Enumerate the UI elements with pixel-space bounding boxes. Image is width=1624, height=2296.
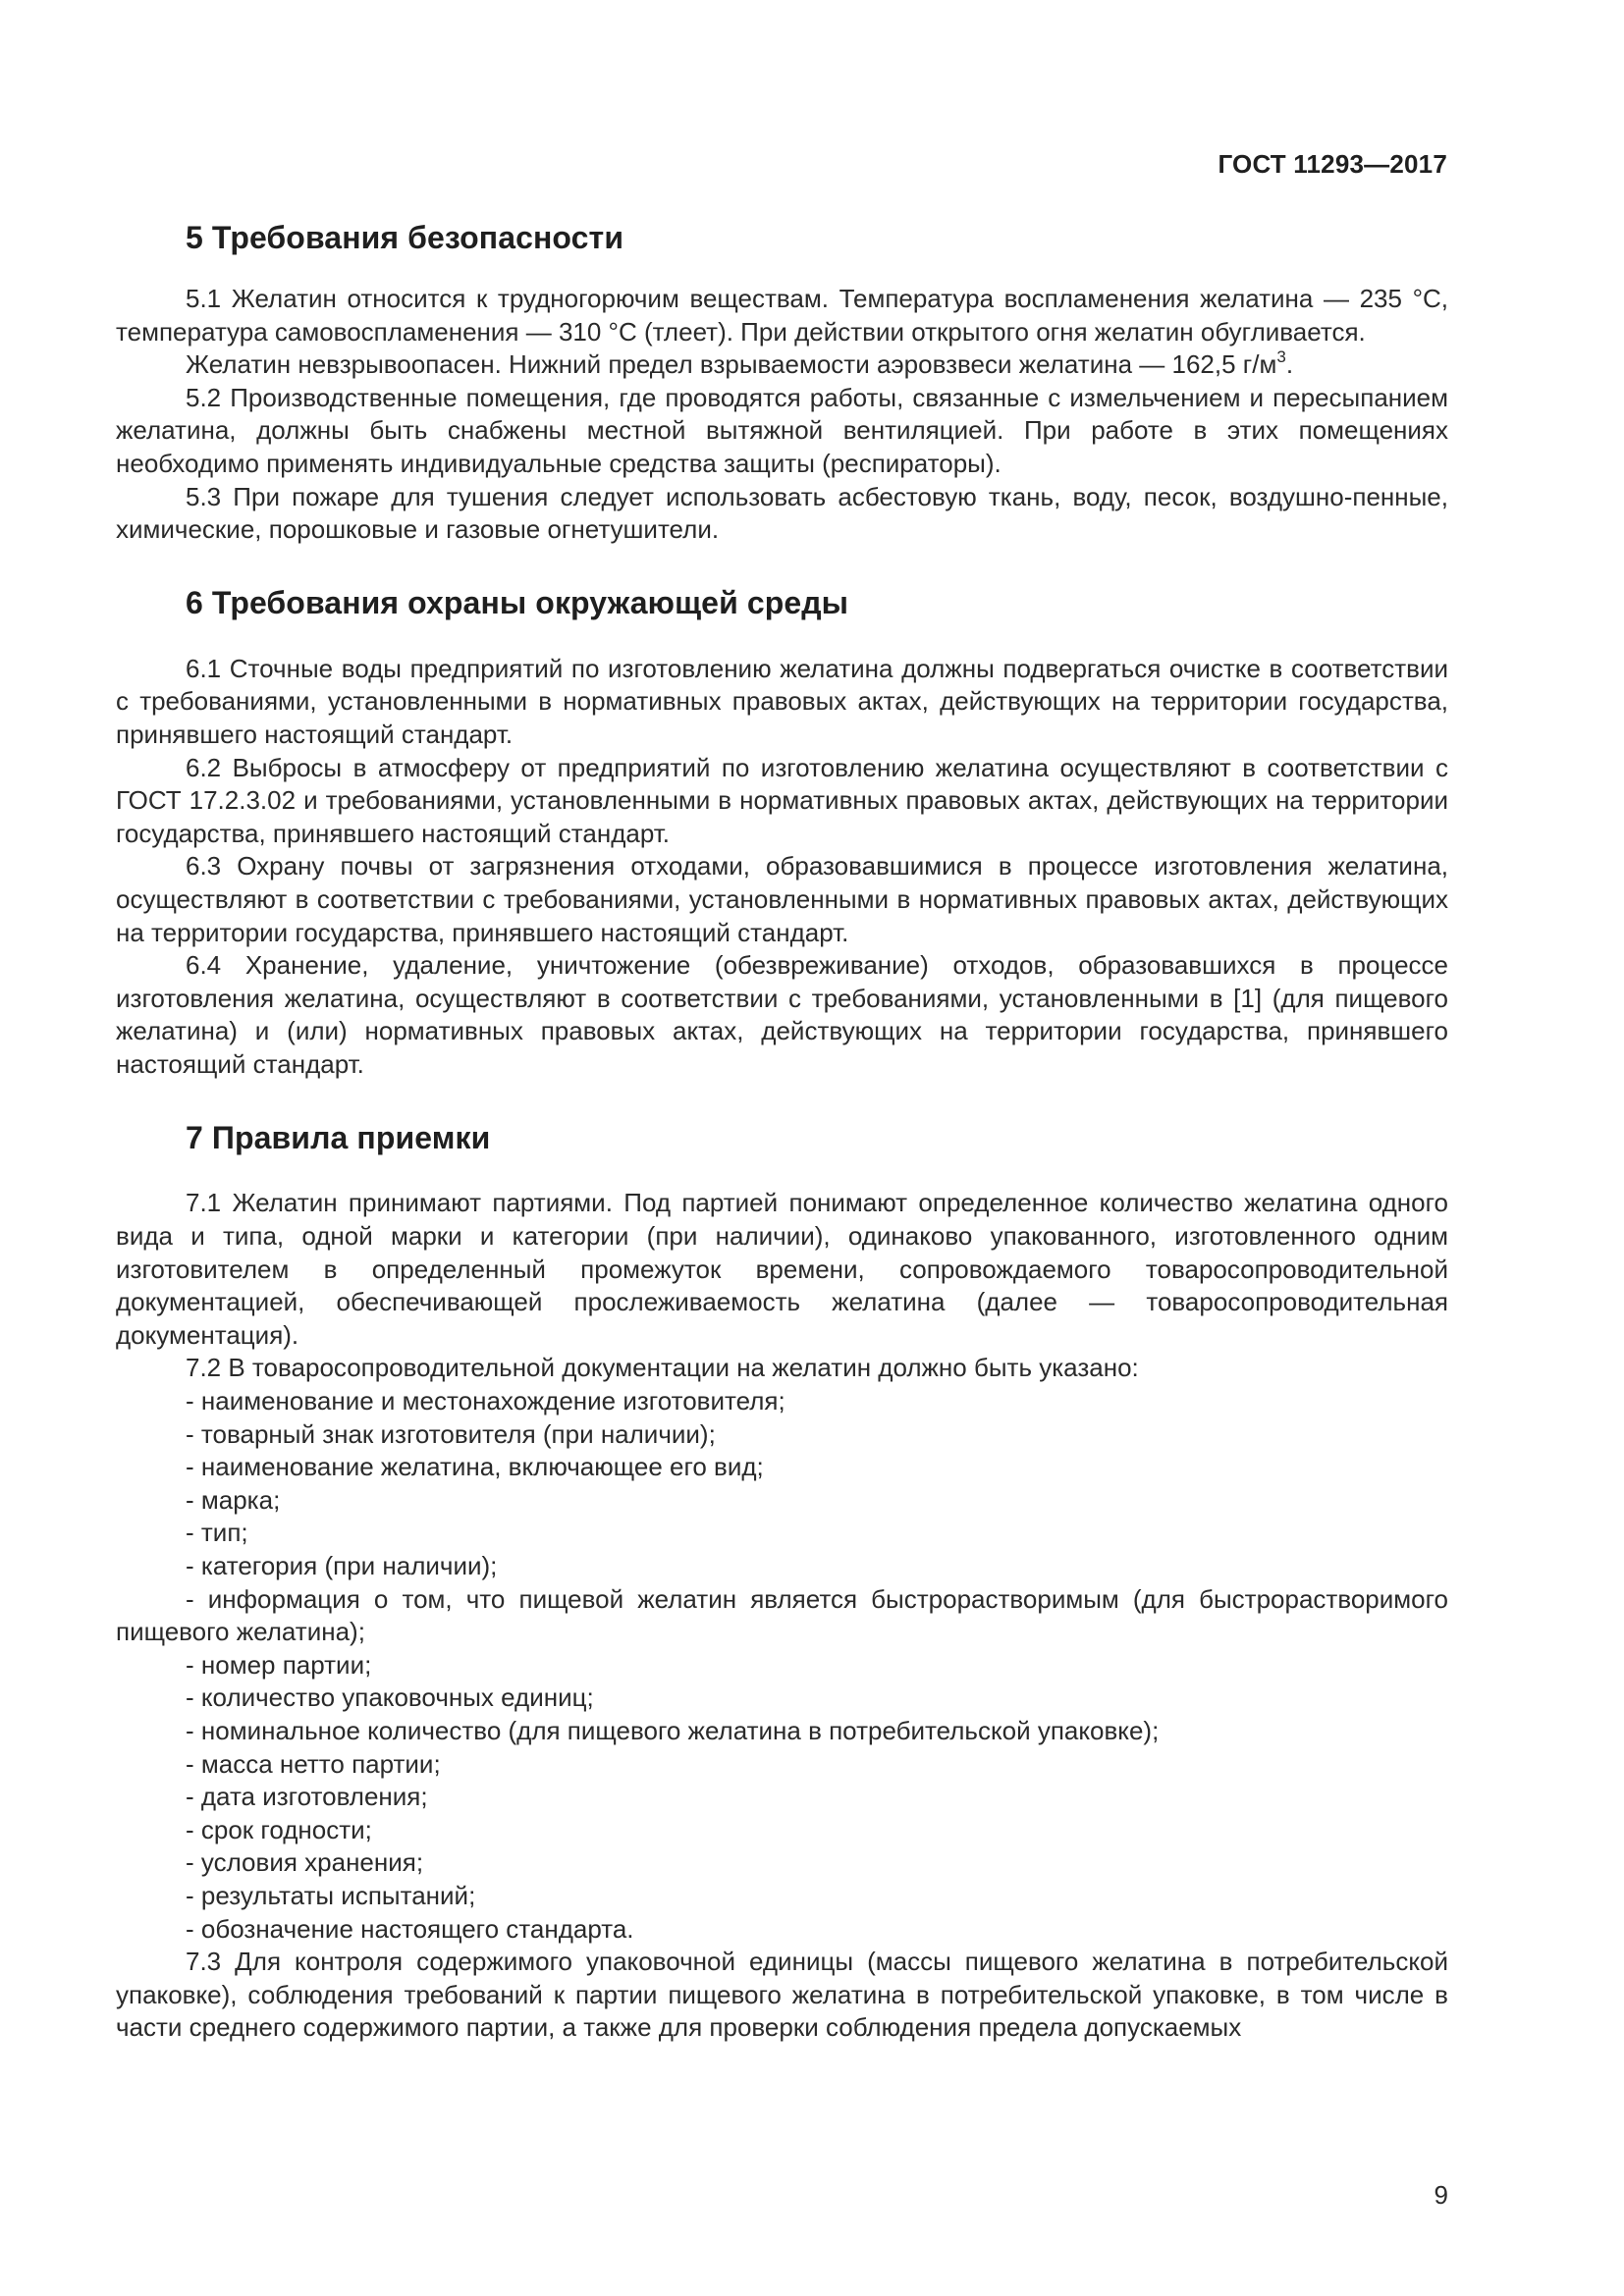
- paragraph-7-3: 7.3 Для контроля содержимого упаковочной единицы (массы пищевого желатина в потребительской упаковке), соблюдения требований к партии пищевого желатина в потребительской упаковке, в том числе в части среднего содержимого партии, а также для проверки соблюдения предела допускаемых: [116, 1947, 1448, 2043]
- paragraph-5-1-explosion: [116, 348, 1448, 382]
- list-item: - наименование желатина, включающее его вид;: [186, 1452, 764, 1482]
- page-number: 9: [1434, 2180, 1448, 2210]
- paragraph-5-2: 5.2 Производственные помещения, где проводятся работы, связанные с измельчением и пересыпанием желатина, должны быть снабжены местной вытяжной вентиляцией. При работе в этих помещениях необходимо применять индивидуальные средства защиты (респираторы).: [116, 382, 1448, 478]
- section-7-heading: 7 Правила приемки: [186, 1120, 491, 1156]
- section-5-heading: 5 Требования безопасности: [186, 220, 624, 255]
- list-item: - информация о том, что пищевой желатин является быстрорастворимым (для быстрорастворимого пищевого желатина);: [116, 1583, 1448, 1647]
- paragraph-6-3: 6.3 Охрану почвы от загрязнения отходами, образовавшимися в процессе изготовления желатина, осуществляют в соответствии с требованиями, установленными в нормативных правовых актах, действующих на территории государства, принявшего настоящий стандарт.: [116, 851, 1448, 947]
- list-item: - результаты испытаний;: [186, 1880, 476, 1910]
- cubic-superscript: 3: [1276, 347, 1286, 366]
- required-info-list: [116, 1385, 1448, 1946]
- list-item: - количество упаковочных единиц;: [186, 1682, 594, 1713]
- paragraph-7-1: 7.1 Желатин принимают партиями. Под партией понимают определенное количество желатина одного вида и типа, одной марки и категории (при наличии), одинаково упакованного, изготовленного одним изготовителем в определенный промежуток времени, сопровождаемого товаросопроводительной документацией, обеспечивающей прослеживаемость желатина (далее — товаросопроводительная документация).: [116, 1188, 1448, 1350]
- list-item: - наименование и местонахождение изготовителя;: [186, 1386, 785, 1416]
- paragraph-7-2: 7.2 В товаросопроводительной документации на желатин должно быть указано:: [186, 1353, 1139, 1383]
- list-item: - товарный знак изготовителя (при наличии);: [186, 1418, 716, 1449]
- section-6-heading: 6 Требования охраны окружающей среды: [186, 584, 849, 620]
- paragraph-6-2: 6.2 Выбросы в атмосферу от предприятий по изготовлению желатина осуществляют в соответствии с ГОСТ 17.2.3.02 и требованиями, установленными в нормативных правовых актах, действующих на территории государства, принявшего настоящий стандарт.: [116, 752, 1448, 848]
- page-content: [116, 218, 1448, 2045]
- list-item: - обозначение настоящего стандарта.: [186, 1913, 634, 1944]
- list-item: - срок годности;: [186, 1814, 372, 1844]
- paragraph-6-4: 6.4 Хранение, удаление, уничтожение (обезвреживание) отходов, образовавшихся в процессе изготовления желатина, осуществляют в соответствии с требованиями, установленными в [1] (для пищевого желатина) и (или) нормативных правовых актах, действующих на территории государства, принявшего настоящий стандарт.: [116, 950, 1448, 1079]
- list-item: - масса нетто партии;: [186, 1748, 441, 1779]
- list-item: - номер партии;: [186, 1649, 372, 1680]
- document-id-header: ГОСТ 11293—2017: [1218, 149, 1447, 179]
- explosion-limit-end: .: [1285, 349, 1294, 380]
- paragraph-5-1: 5.1 Желатин относится к трудногорючим веществам. Температура воспламенения желатина — 235 °С, температура самовоспламенения — 310 °С (тлеет). При действии открытого огня желатин обугливается.: [116, 284, 1448, 347]
- paragraph-5-3: 5.3 При пожаре для тушения следует использовать асбестовую ткань, воду, песок, воздушно-пенные, химические, порошковые и газовые огнетушители.: [116, 481, 1448, 545]
- list-item: - условия хранения;: [186, 1847, 424, 1878]
- list-item: - номинальное количество (для пищевого желатина в потребительской упаковке);: [186, 1715, 1160, 1745]
- paragraph-6-1: 6.1 Сточные воды предприятий по изготовлению желатина должны подвергаться очистке в соответствии с требованиями, установленными в нормативных правовых актах, действующих на территории государства, принявшего настоящий стандарт.: [116, 653, 1448, 749]
- list-item: - марка;: [186, 1484, 281, 1515]
- list-item: - дата изготовления;: [186, 1782, 428, 1812]
- list-item: - тип;: [186, 1518, 248, 1548]
- list-item: - категория (при наличии);: [186, 1551, 498, 1580]
- explosion-limit-text: Желатин невзрывоопасен. Нижний предел взрываемости аэровзвеси желатина — 162,5 г/м: [186, 349, 1277, 380]
